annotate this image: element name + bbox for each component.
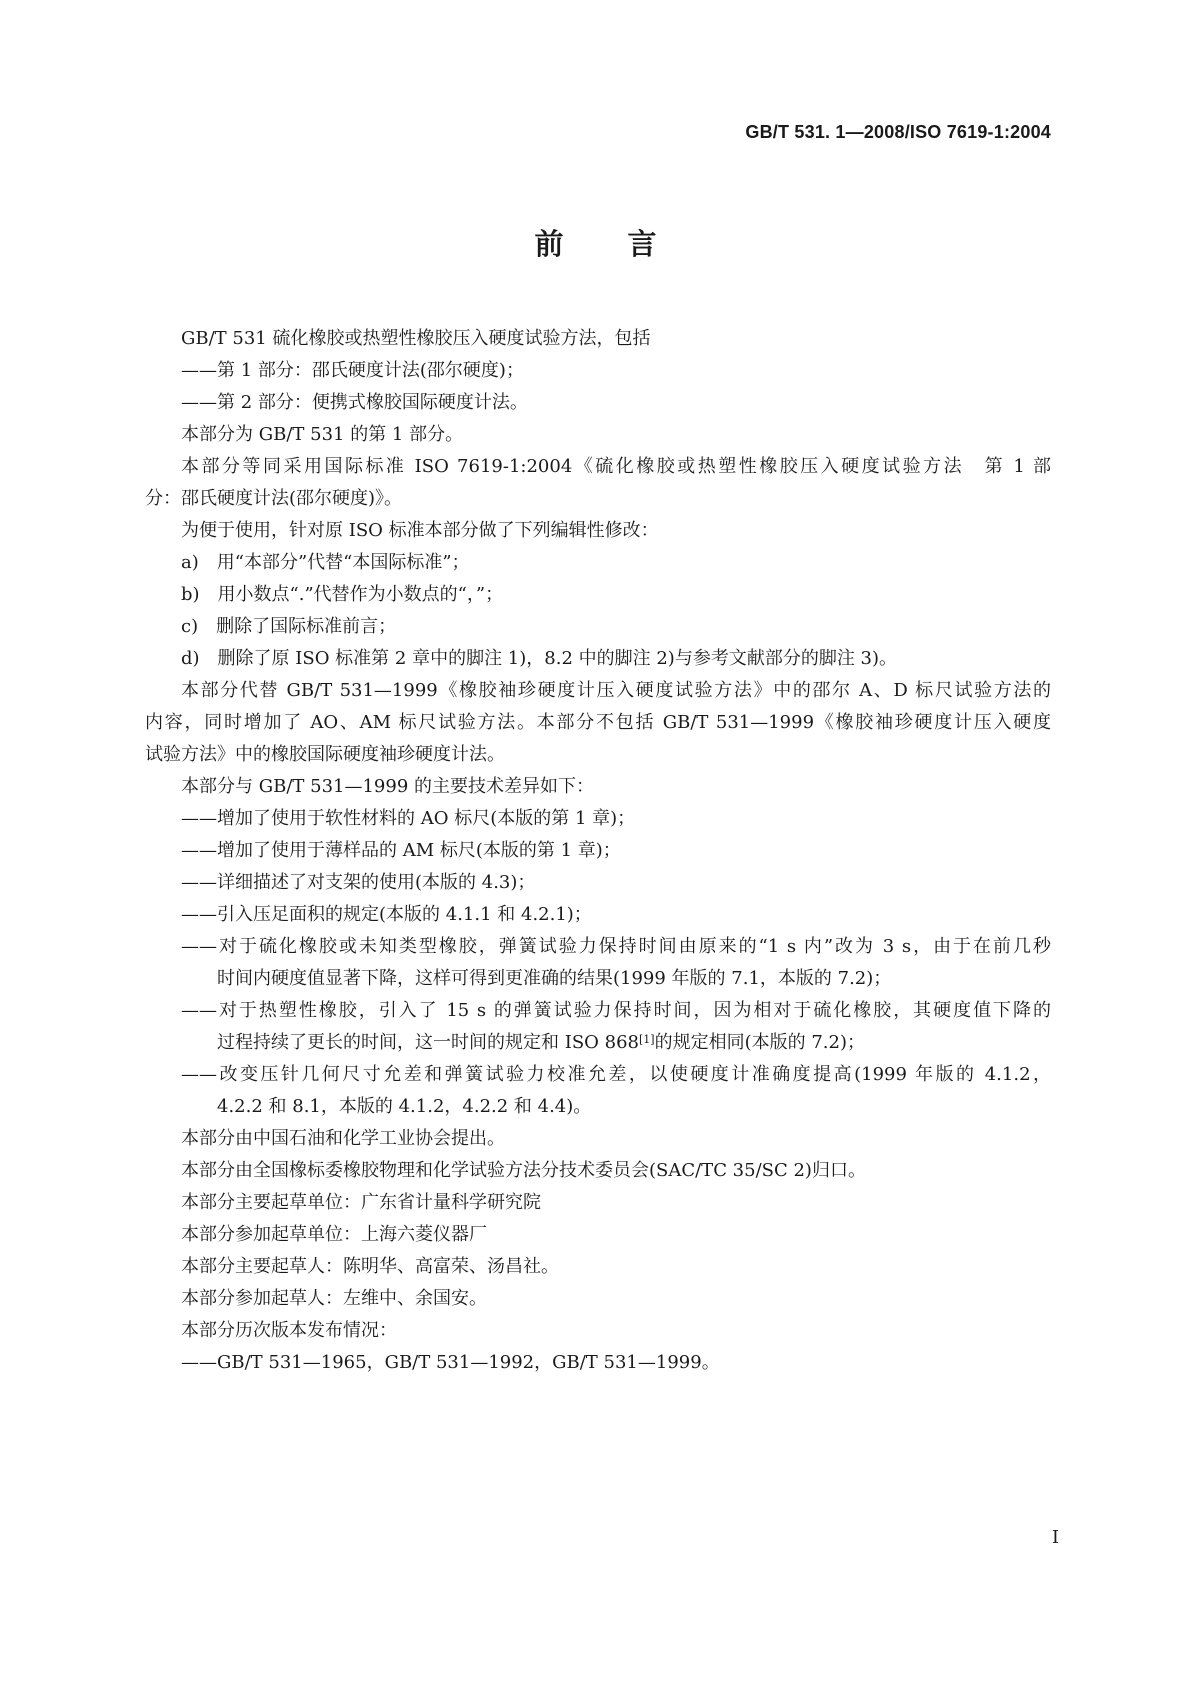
list-item: ——增加了使用于薄样品的 AM 标尺(本版的第 1 章)； — [181, 840, 621, 861]
text-line: 本部分历次版本发布情况： — [181, 1320, 397, 1341]
list-item: ——详细描述了对支架的使用(本版的 4.3)； — [181, 872, 536, 893]
list-item: ——第 1 部分：邵氏硬度计法(邵尔硬度)； — [181, 360, 524, 381]
standard-code: GB/T 531. 1—2008/ISO 7619-1:2004 — [745, 122, 1051, 142]
text-line: 试验方法》中的橡胶国际硬度袖珍硬度计法。 — [145, 744, 505, 765]
list-item: ——第 2 部分：便携式橡胶国际硬度计法。 — [181, 392, 528, 413]
foreword-body — [145, 323, 1051, 1379]
text-line: 分：邵氏硬度计法(邵尔硬度)》。 — [145, 488, 403, 509]
list-item: ——GB/T 531—1965，GB/T 531—1992，GB/T 531—1999。 — [181, 1352, 720, 1373]
page-title: 前言 — [534, 227, 721, 261]
list-item: ——对于热塑性橡胶，引入了 15 s 的弹簧试验力保持时间，因为相对于硫化橡胶，其硬度值下降的 — [181, 1000, 1051, 1021]
list-item: c) 删除了国际标准前言； — [181, 616, 397, 637]
list-item: a) 用“本部分”代替“本国际标准”； — [181, 552, 470, 573]
text-line: 本部分参加起草人：左维中、余国安。 — [181, 1288, 487, 1309]
text-line: 本部分由中国石油和化学工业协会提出。 — [181, 1128, 505, 1149]
list-item: b) 用小数点“.”代替作为小数点的“，”； — [181, 584, 504, 605]
text-segment: 的规定相同(本版的 7.2)； — [654, 1032, 865, 1053]
reference-marker: [1] — [639, 1033, 655, 1046]
text-line: 本部分代替 GB/T 531—1999《橡胶袖珍硬度计压入硬度试验方法》中的邵尔 A、D 标尺试验方法的 — [181, 680, 1051, 701]
text-line: 本部分主要起草人：陈明华、高富荣、汤昌社。 — [181, 1256, 559, 1277]
list-item: ——增加了使用于软性材料的 AO 标尺(本版的第 1 章)； — [181, 808, 636, 829]
list-item: d) 删除了原 ISO 标准第 2 章中的脚注 1)，8.2 中的脚注 2)与参考文献部分的脚注 3)。 — [181, 648, 898, 669]
text-line: 本部分由全国橡标委橡胶物理和化学试验方法分技术委员会(SAC/TC 35/SC 2)归口。 — [181, 1160, 866, 1181]
list-item: ——对于硫化橡胶或未知类型橡胶，弹簧试验力保持时间由原来的“1 s 内”改为 3 s，由于在前几秒 — [181, 936, 1051, 957]
text-line: GB/T 531 硫化橡胶或热塑性橡胶压入硬度试验方法，包括 — [181, 328, 651, 349]
text-segment: 过程持续了更长的时间，这一时间的规定和 ISO 868 — [217, 1032, 639, 1053]
list-item-continuation — [145, 1027, 1051, 1059]
text-line: 本部分等同采用国际标准 ISO 7619-1:2004《硫化橡胶或热塑性橡胶压入硬度试验方法 第 1 部 — [181, 456, 1051, 477]
list-item: ——改变压针几何尺寸允差和弹簧试验力校准允差，以使硬度计准确度提高(1999 年版的 4.1.2， — [181, 1064, 1051, 1085]
list-item-continuation: 时间内硬度值显著下降，这样可得到更准确的结果(1999 年版的 7.1，本版的 7.2)； — [217, 968, 892, 989]
text-line: 本部分参加起草单位：上海六菱仪器厂 — [181, 1224, 487, 1245]
text-line: 为便于使用，针对原 ISO 标准本部分做了下列编辑性修改： — [181, 520, 659, 541]
page-number: I — [1051, 1527, 1059, 1548]
text-line: 本部分与 GB/T 531—1999 的主要技术差异如下： — [181, 776, 595, 797]
text-line: 本部分主要起草单位：广东省计量科学研究院 — [181, 1192, 541, 1213]
list-item: ——引入压足面积的规定(本版的 4.1.1 和 4.2.1)； — [181, 904, 592, 925]
text-line: 内容，同时增加了 AO、AM 标尺试验方法。本部分不包括 GB/T 531—1999《橡胶袖珍硬度计压入硬度 — [145, 712, 1051, 733]
text-line: 本部分为 GB/T 531 的第 1 部分。 — [181, 424, 464, 445]
list-item-continuation: 4.2.2 和 8.1，本版的 4.1.2，4.2.2 和 4.4)。 — [217, 1096, 592, 1117]
